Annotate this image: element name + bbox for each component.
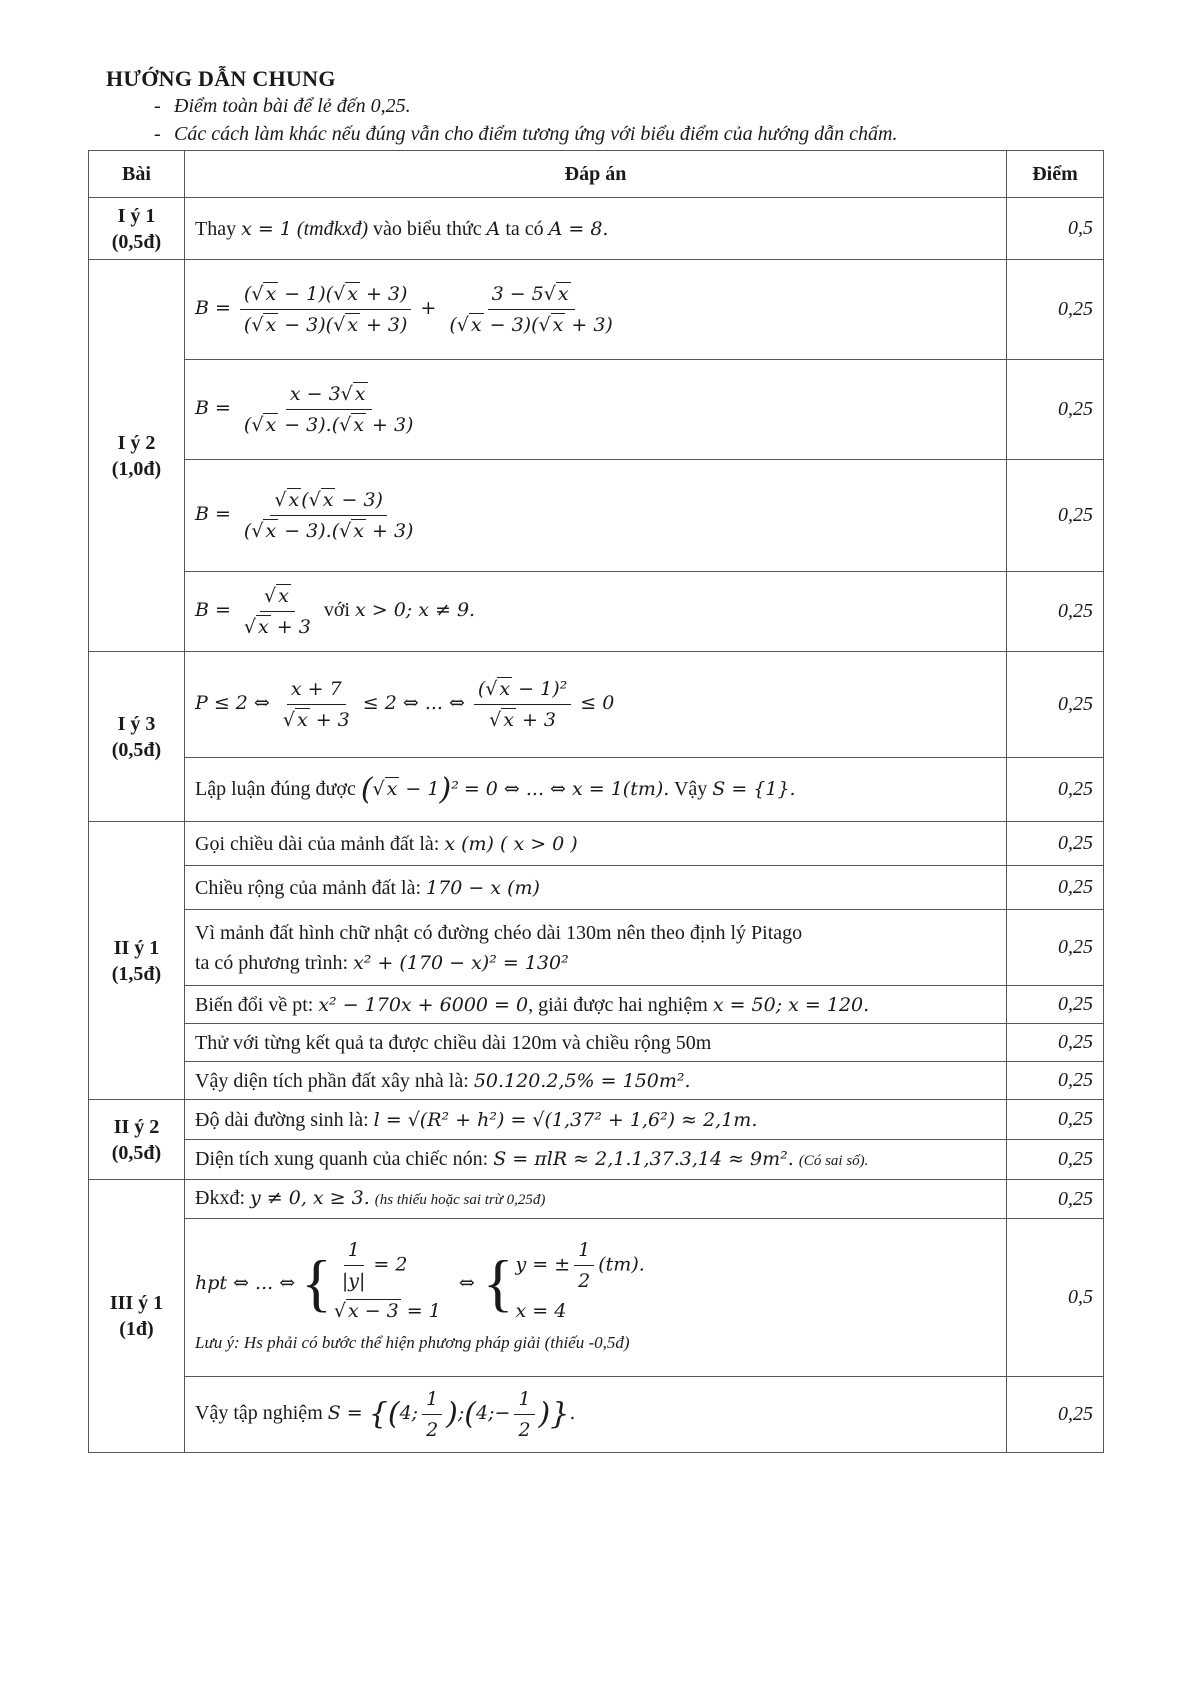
score-cell: 0,25 [1007,1024,1104,1062]
table-row [89,198,1104,260]
table-row [89,1180,1104,1219]
table-row [89,1062,1104,1100]
answer-cell: Biến đổi về pt: x² − 170x + 6000 = 0, giải được hai nghiệm x = 50; x = 120. [185,986,1007,1024]
score-cell: 0,25 [1007,1180,1104,1219]
table-row [89,1100,1104,1140]
section-label: I ý 1 (0,5đ) [89,198,185,260]
answer-cell: Diện tích xung quanh của chiếc nón: S = πlR ≈ 2,1.1,37.3,14 ≈ 9m². (Có sai số). [185,1140,1007,1180]
header-diem: Điểm [1007,151,1104,198]
header-bai: Bài [89,151,185,198]
score-cell: 0,5 [1007,198,1104,260]
answer-cell: hpt ⇔ ... ⇔ { $\frac{1}{|y|}$ = 2 √ x − 3 = 1 ⇔ { y = ± $\frac{1}{2}$ (tm). x = 4 Lưu ý: Hs phải có bước thể hiện phương pháp giải (thiếu -0,5đ) [185,1219,1007,1377]
score-cell: 0,5 [1007,1219,1104,1377]
section-label: II ý 2 (0,5đ) [89,1100,185,1180]
table-row [89,1219,1104,1377]
answer-cell: Gọi chiều dài của mảnh đất là: x (m) ( x > 0 ) [185,822,1007,866]
score-cell: 0,25 [1007,572,1104,652]
answer-cell: Vậy tập nghiệm S = {(4; $\frac{1}{2}$ );(4;− $\frac{1}{2}$ )}. [185,1377,1007,1453]
table-row [89,360,1104,460]
section-label: I ý 2 (1,0đ) [89,260,185,652]
score-cell: 0,25 [1007,360,1104,460]
score-cell: 0,25 [1007,1100,1104,1140]
table-row [89,986,1104,1024]
answer-cell: B = $\frac{(√ x - 1)(√ x + 3)}{(√ x - 3)(√ x + 3)}$ + $\frac{3 - 5√ x}{(√ x - 3)(√ x + 3)}$ [185,260,1007,360]
guideline-note: - Điểm toàn bài để lẻ đến 0,25. [154,95,411,117]
score-cell: 0,25 [1007,652,1104,758]
score-cell: 0,25 [1007,822,1104,866]
answer-cell: Vậy diện tích phần đất xây nhà là: 50.120.2,5% = 150m². [185,1062,1007,1100]
guideline-note: - Các cách làm khác nếu đúng vẫn cho điểm tương ứng với biểu điểm của hướng dẫn chấm. [154,123,898,145]
score-cell: 0,25 [1007,986,1104,1024]
answer-cell: Thay x = 1 (tmđkxđ) vào biểu thức A ta có A = 8. [185,198,1007,260]
answer-cell: Vì mảnh đất hình chữ nhật có đường chéo dài 130m nên theo định lý Pitago ta có phương trình: x² + (170 − x)² = 130² [185,910,1007,986]
answer-cell: P ≤ 2 ⇔ $\frac{x + 7}{√ x + 3}$ ≤ 2 ⇔ ... ⇔ $\frac{\text{(√ x − 1)²}}{√ x + 3}$ ≤ 0 [185,652,1007,758]
score-cell: 0,25 [1007,910,1104,986]
score-cell: 0,25 [1007,460,1104,572]
answer-cell: B = $\frac{x - 3√ x}{(√ x - 3).(√ x + 3)}$ [185,360,1007,460]
table-row [89,822,1104,866]
section-label: II ý 1 (1,5đ) [89,822,185,1100]
table-row [89,1024,1104,1062]
header-dap-an: Đáp án [185,151,1007,198]
score-cell: 0,25 [1007,758,1104,822]
section-label: I ý 3 (0,5đ) [89,652,185,822]
table-row [89,572,1104,652]
section-label: III ý 1 (1đ) [89,1180,185,1453]
score-cell: 0,25 [1007,1377,1104,1453]
table-row [89,260,1104,360]
table-header-row [89,151,1104,198]
answer-cell: Thử với từng kết quả ta được chiều dài 120m và chiều rộng 50m [185,1024,1007,1062]
score-cell: 0,25 [1007,260,1104,360]
table-row [89,910,1104,986]
answer-cell: Lập luận đúng được (√ x − 1)² = 0 ⇔ ... ⇔ x = 1(tm). Vậy S = {1}. [185,758,1007,822]
table-row [89,1140,1104,1180]
answer-cell: Đkxđ: y ≠ 0, x ≥ 3. (hs thiếu hoặc sai trừ 0,25đ) [185,1180,1007,1219]
score-cell: 0,25 [1007,1062,1104,1100]
table-row [89,866,1104,910]
general-guidelines [106,66,1106,148]
answer-cell: Độ dài đường sinh là: l = √(R² + h²) = √(1,37² + 1,6²) ≈ 2,1m. [185,1100,1007,1140]
table-row [89,460,1104,572]
table-row [89,1377,1104,1453]
table-row [89,758,1104,822]
answer-key-table [88,150,1104,1453]
score-cell: 0,25 [1007,1140,1104,1180]
answer-cell: Chiều rộng của mảnh đất là: 170 − x (m) [185,866,1007,910]
page-title: HƯỚNG DẪN CHUNG [106,66,336,91]
table-row [89,652,1104,758]
score-cell: 0,25 [1007,866,1104,910]
answer-cell: B = $\frac{√ x}{√ x + 3}$ với x > 0; x ≠ 9. [185,572,1007,652]
answer-cell: B = $\frac{√ x (√ x - 3)}{(√ x - 3).(√ x + 3)}$ [185,460,1007,572]
